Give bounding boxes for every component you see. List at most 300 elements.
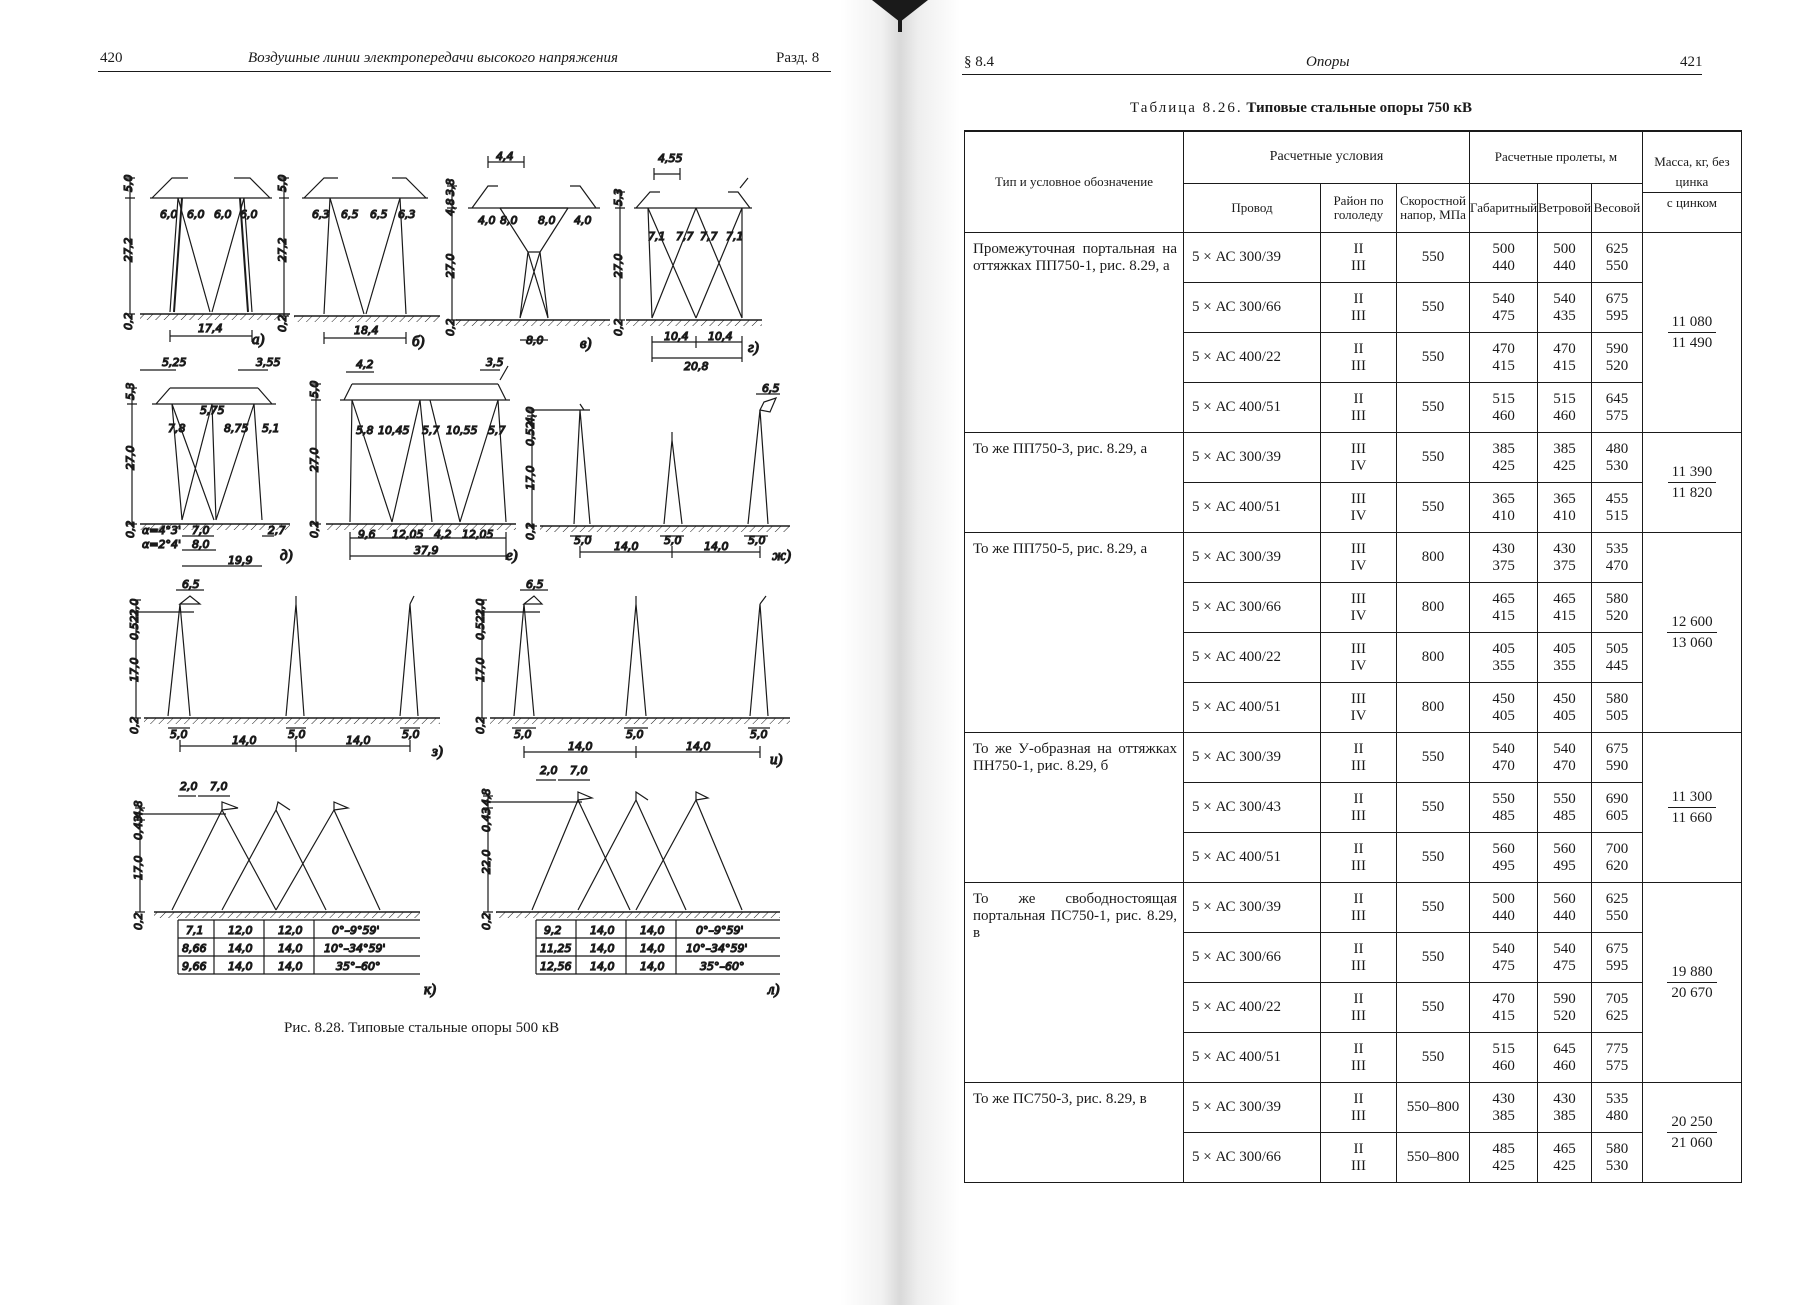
dim-label: 5,0 bbox=[626, 728, 644, 741]
dim-label: 6,0 bbox=[187, 208, 205, 221]
dim-label: 14,0 bbox=[278, 960, 303, 973]
dim-label: 6,0 bbox=[214, 208, 232, 221]
wire-cell: 5 × АС 400/22 bbox=[1184, 333, 1321, 383]
dim-label: 0,2 bbox=[308, 520, 321, 538]
speed-cell: 550 bbox=[1397, 733, 1470, 783]
dim-label: 5,0 bbox=[748, 534, 766, 547]
mass-cell: $\frac{11 080}{11 490}$ bbox=[1642, 233, 1741, 433]
table-body bbox=[965, 233, 1742, 1183]
gab-span-cell: 515 460 bbox=[1470, 1033, 1538, 1083]
dim-label: 2,0 bbox=[180, 780, 198, 793]
dim-label: 12,05 bbox=[462, 528, 494, 541]
dim-label: 7,0 bbox=[210, 780, 228, 793]
dim-label: 5,7 bbox=[488, 424, 506, 437]
wire-cell: 5 × АС 300/39 bbox=[1184, 883, 1321, 933]
speed-cell: 550 bbox=[1397, 483, 1470, 533]
wire-cell: 5 × АС 300/39 bbox=[1184, 733, 1321, 783]
header-ice: Район по гололеду bbox=[1321, 183, 1397, 233]
weight-span-cell: 675 595 bbox=[1591, 933, 1642, 983]
table-row bbox=[965, 233, 1742, 283]
dim-label: 8,0 bbox=[538, 214, 556, 227]
figure-label-a: а) bbox=[252, 332, 265, 348]
wind-span-cell: 365 410 bbox=[1538, 483, 1592, 533]
wire-cell: 5 × АС 300/39 bbox=[1184, 433, 1321, 483]
speed-cell: 550 bbox=[1397, 1033, 1470, 1083]
ice-zone-cell: II III bbox=[1321, 733, 1397, 783]
dim-label: 7,0 bbox=[570, 764, 588, 777]
dim-label: 14,0 bbox=[640, 942, 665, 955]
dim-label: 4,8 bbox=[480, 788, 493, 806]
gab-span-cell: 385 425 bbox=[1470, 433, 1538, 483]
dim-label: 35°–60° bbox=[336, 960, 381, 973]
dim-label: α=4°3' bbox=[142, 524, 181, 537]
dim-label: 7,7 bbox=[676, 230, 694, 243]
figure-label-e: е) bbox=[506, 548, 518, 564]
dim-label: 0,2 bbox=[122, 312, 135, 330]
mass-cell: $\frac{12 600}{13 060}$ bbox=[1642, 533, 1741, 733]
speed-cell: 550 bbox=[1397, 233, 1470, 283]
wire-cell: 5 × АС 300/39 bbox=[1184, 533, 1321, 583]
dim-label: 6,5 bbox=[341, 208, 359, 221]
dim-label: 17,0 bbox=[524, 465, 537, 490]
wire-cell: 5 × АС 300/66 bbox=[1184, 283, 1321, 333]
speed-cell: 550 bbox=[1397, 783, 1470, 833]
dim-label: 0,52 bbox=[128, 615, 141, 640]
speed-cell: 550 bbox=[1397, 383, 1470, 433]
wind-span-cell: 385 425 bbox=[1538, 433, 1592, 483]
dim-label: 3,55 bbox=[256, 356, 281, 369]
weight-span-cell: 625 550 bbox=[1591, 883, 1642, 933]
figure-label-k: к) bbox=[424, 982, 437, 998]
ice-zone-cell: III IV bbox=[1321, 683, 1397, 733]
right-header-rule bbox=[962, 74, 1702, 75]
dim-label: 14,0 bbox=[614, 540, 639, 553]
tower-type-cell: То же ПП750-3, рис. 8.29, а bbox=[965, 433, 1184, 533]
weight-span-cell: 675 590 bbox=[1591, 733, 1642, 783]
weight-span-cell: 580 520 bbox=[1591, 583, 1642, 633]
dim-label: 14,0 bbox=[686, 740, 711, 753]
table-row bbox=[965, 533, 1742, 583]
wind-span-cell: 590 520 bbox=[1538, 983, 1592, 1033]
dim-label: 14,0 bbox=[590, 924, 615, 937]
dim-label: 10,4 bbox=[664, 330, 689, 343]
dim-label: 14,0 bbox=[278, 942, 303, 955]
header-speed: Скоростной напор, МПа bbox=[1397, 183, 1470, 233]
dim-label: 14,0 bbox=[228, 960, 253, 973]
dim-label: 2,0 bbox=[128, 598, 141, 616]
dim-label: 5,0 bbox=[574, 534, 592, 547]
figure-label-g: г) bbox=[748, 340, 759, 356]
right-page-number: 421 bbox=[1680, 54, 1703, 70]
ice-zone-cell: II III bbox=[1321, 383, 1397, 433]
header-weight: Весовой bbox=[1591, 183, 1642, 233]
ice-zone-cell: II III bbox=[1321, 783, 1397, 833]
dim-label: 5,0 bbox=[514, 728, 532, 741]
dim-label: 0,2 bbox=[124, 520, 137, 538]
wind-span-cell: 540 435 bbox=[1538, 283, 1592, 333]
dim-label: 17,0 bbox=[132, 855, 145, 880]
dim-label: 27,0 bbox=[612, 253, 625, 278]
table-row bbox=[965, 883, 1742, 933]
dim-label: 5,0 bbox=[308, 380, 321, 398]
speed-cell: 550 bbox=[1397, 883, 1470, 933]
dim-label: 2,0 bbox=[540, 764, 558, 777]
dim-label: 27,0 bbox=[308, 447, 321, 472]
table-title bbox=[1130, 100, 1472, 117]
dim-label: 5,7 bbox=[422, 424, 440, 437]
gab-span-cell: 515 460 bbox=[1470, 383, 1538, 433]
wind-span-cell: 560 440 bbox=[1538, 883, 1592, 933]
dim-label: 0,52 bbox=[524, 421, 537, 446]
figure-label-z: з) bbox=[432, 744, 443, 760]
figure-label-l: л) bbox=[768, 982, 780, 998]
dim-label: 6,5 bbox=[370, 208, 388, 221]
dim-label: 5,1 bbox=[262, 422, 280, 435]
gab-span-cell: 470 415 bbox=[1470, 983, 1538, 1033]
dim-label: 4,8 bbox=[444, 198, 457, 216]
tower-type-cell: Промежуточная портальная на оттяжках ПП750-1, рис. 8.29, а bbox=[965, 233, 1184, 433]
wind-span-cell: 515 460 bbox=[1538, 383, 1592, 433]
gab-span-cell: 550 485 bbox=[1470, 783, 1538, 833]
speed-cell: 550 bbox=[1397, 833, 1470, 883]
wind-span-cell: 540 470 bbox=[1538, 733, 1592, 783]
dim-label: 4,0 bbox=[524, 406, 537, 424]
wind-span-cell: 465 425 bbox=[1538, 1133, 1592, 1183]
figure-label-b: б) bbox=[412, 334, 425, 350]
wire-cell: 5 × АС 400/51 bbox=[1184, 1033, 1321, 1083]
dim-label: 5,0 bbox=[664, 534, 682, 547]
figure-label-v: в) bbox=[580, 336, 592, 352]
gab-span-cell: 430 385 bbox=[1470, 1083, 1538, 1133]
dim-label: 0°–9°59' bbox=[696, 924, 744, 937]
dim-label: 5,0 bbox=[122, 174, 135, 192]
dim-label: 12,0 bbox=[278, 924, 303, 937]
dim-label: 5,75 bbox=[200, 404, 225, 417]
dim-label: 8,0 bbox=[500, 214, 518, 227]
wire-cell: 5 × АС 300/66 bbox=[1184, 933, 1321, 983]
dim-label: 4,0 bbox=[574, 214, 592, 227]
mass-cell: $\frac{20 250}{21 060}$ bbox=[1642, 1083, 1741, 1183]
gab-span-cell: 485 425 bbox=[1470, 1133, 1538, 1183]
wire-cell: 5 × АС 400/22 bbox=[1184, 983, 1321, 1033]
dim-label: 0,2 bbox=[276, 314, 289, 332]
gab-span-cell: 540 470 bbox=[1470, 733, 1538, 783]
speed-cell: 550 bbox=[1397, 983, 1470, 1033]
ice-zone-cell: II III bbox=[1321, 983, 1397, 1033]
dim-label: 27,0 bbox=[124, 445, 137, 470]
wind-span-cell: 550 485 bbox=[1538, 783, 1592, 833]
speed-cell: 550–800 bbox=[1397, 1133, 1470, 1183]
weight-span-cell: 590 520 bbox=[1591, 333, 1642, 383]
dim-label: 0,2 bbox=[524, 522, 537, 540]
dim-label: 0,2 bbox=[474, 716, 487, 734]
tower-v-drawing bbox=[447, 156, 610, 340]
dim-label: 9,6 bbox=[358, 528, 376, 541]
ice-zone-cell: II III bbox=[1321, 1083, 1397, 1133]
dim-label: 6,5 bbox=[182, 578, 200, 591]
dim-label: 14,0 bbox=[232, 734, 257, 747]
mass-cell: $\frac{19 880}{20 670}$ bbox=[1642, 883, 1741, 1083]
dim-label: 6,3 bbox=[398, 208, 416, 221]
dim-label: 6,3 bbox=[312, 208, 330, 221]
dim-label: 0,2 bbox=[480, 912, 493, 930]
weight-span-cell: 775 575 bbox=[1591, 1033, 1642, 1083]
wire-cell: 5 × АС 300/39 bbox=[1184, 1083, 1321, 1133]
dim-label: 9,66 bbox=[182, 960, 207, 973]
speed-cell: 550 bbox=[1397, 333, 1470, 383]
dim-label: 14,0 bbox=[228, 942, 253, 955]
dim-label: 10,55 bbox=[446, 424, 478, 437]
dim-label: 8,0 bbox=[526, 334, 544, 347]
gab-span-cell: 470 415 bbox=[1470, 333, 1538, 383]
dim-label: 22,0 bbox=[480, 849, 493, 874]
header-spans: Расчетные пролеты, м bbox=[1470, 131, 1643, 183]
dim-label: α=2°4' bbox=[142, 538, 181, 551]
weight-span-cell: 455 515 bbox=[1591, 483, 1642, 533]
ice-zone-cell: II III bbox=[1321, 333, 1397, 383]
tower-type-cell: То же свободностоящая портальная ПС750-1, рис. 8.29, в bbox=[965, 883, 1184, 1083]
wind-span-cell: 450 405 bbox=[1538, 683, 1592, 733]
wire-cell: 5 × АС 400/22 bbox=[1184, 633, 1321, 683]
dim-label: 4,0 bbox=[478, 214, 496, 227]
wire-cell: 5 × АС 400/51 bbox=[1184, 383, 1321, 433]
wire-cell: 5 × АС 300/39 bbox=[1184, 233, 1321, 283]
tower-b-drawing bbox=[279, 178, 440, 344]
gab-span-cell: 560 495 bbox=[1470, 833, 1538, 883]
dim-label: 18,4 bbox=[354, 324, 379, 337]
header-design: Расчетные условия bbox=[1184, 131, 1470, 183]
weight-span-cell: 535 480 bbox=[1591, 1083, 1642, 1133]
speed-cell: 800 bbox=[1397, 683, 1470, 733]
dim-label: 6,5 bbox=[762, 382, 780, 395]
dim-label: 0,2 bbox=[612, 318, 625, 336]
gab-span-cell: 430 375 bbox=[1470, 533, 1538, 583]
gab-span-cell: 465 415 bbox=[1470, 583, 1538, 633]
gab-span-cell: 540 475 bbox=[1470, 283, 1538, 333]
dim-label: 3,8 bbox=[444, 178, 457, 196]
dim-label: 8,0 bbox=[192, 538, 210, 551]
tower-a-drawing bbox=[125, 178, 290, 342]
table-number: Таблица 8.26. bbox=[1130, 100, 1243, 116]
speed-cell: 800 bbox=[1397, 533, 1470, 583]
dim-label: 10°–34°59' bbox=[324, 942, 386, 955]
dim-label: 35°–60° bbox=[700, 960, 745, 973]
figure-label-zh: ж) bbox=[772, 548, 791, 564]
dim-label: 12,56 bbox=[540, 960, 572, 973]
weight-span-cell: 580 505 bbox=[1591, 683, 1642, 733]
speed-cell: 550 bbox=[1397, 433, 1470, 483]
towers-table bbox=[964, 130, 1742, 1183]
dim-label: 5,25 bbox=[162, 356, 187, 369]
ice-zone-cell: II III bbox=[1321, 833, 1397, 883]
weight-span-cell: 480 530 bbox=[1591, 433, 1642, 483]
wind-span-cell: 465 415 bbox=[1538, 583, 1592, 633]
gab-span-cell: 450 405 bbox=[1470, 683, 1538, 733]
dim-label: 8,75 bbox=[224, 422, 249, 435]
weight-span-cell: 625 550 bbox=[1591, 233, 1642, 283]
dim-label: 27,2 bbox=[276, 237, 289, 262]
dim-label: 7,8 bbox=[168, 422, 186, 435]
dim-label: 10,4 bbox=[708, 330, 733, 343]
speed-cell: 800 bbox=[1397, 583, 1470, 633]
wind-span-cell: 500 440 bbox=[1538, 233, 1592, 283]
dim-label: 14,0 bbox=[590, 942, 615, 955]
ice-zone-cell: II III bbox=[1321, 1033, 1397, 1083]
gab-span-cell: 540 475 bbox=[1470, 933, 1538, 983]
speed-cell: 550 bbox=[1397, 283, 1470, 333]
dim-label: 10,45 bbox=[378, 424, 410, 437]
wind-span-cell: 540 475 bbox=[1538, 933, 1592, 983]
wind-span-cell: 405 355 bbox=[1538, 633, 1592, 683]
gab-span-cell: 500 440 bbox=[1470, 233, 1538, 283]
dim-label: 17,0 bbox=[128, 657, 141, 682]
wire-cell: 5 × АС 300/66 bbox=[1184, 583, 1321, 633]
table-row bbox=[965, 433, 1742, 483]
ice-zone-cell: II III bbox=[1321, 883, 1397, 933]
tower-type-cell: То же ПП750-5, рис. 8.29, а bbox=[965, 533, 1184, 733]
dim-label: 8,66 bbox=[182, 942, 207, 955]
mass-cell: $\frac{11 390}{11 820}$ bbox=[1642, 433, 1741, 533]
dim-label: 5,0 bbox=[170, 728, 188, 741]
ice-zone-cell: III IV bbox=[1321, 433, 1397, 483]
ice-zone-cell: III IV bbox=[1321, 583, 1397, 633]
header-wind: Ветровой bbox=[1538, 183, 1592, 233]
wire-cell: 5 × АС 300/66 bbox=[1184, 1133, 1321, 1183]
table-title-text: Типовые стальные опоры 750 кВ bbox=[1246, 100, 1472, 116]
dim-label: 2,0 bbox=[474, 598, 487, 616]
dim-label: 14,0 bbox=[568, 740, 593, 753]
dim-label: 6,0 bbox=[240, 208, 258, 221]
dim-label: 11,25 bbox=[540, 942, 572, 955]
dim-label: 6,0 bbox=[160, 208, 178, 221]
right-running-title: Опоры bbox=[1306, 54, 1350, 70]
gab-span-cell: 500 440 bbox=[1470, 883, 1538, 933]
dim-label: 17,4 bbox=[198, 322, 223, 335]
weight-span-cell: 535 470 bbox=[1591, 533, 1642, 583]
dim-label: 14,0 bbox=[640, 960, 665, 973]
weight-span-cell: 675 595 bbox=[1591, 283, 1642, 333]
left-page-number: 420 bbox=[100, 50, 123, 66]
dim-label: 5,0 bbox=[276, 174, 289, 192]
wind-span-cell: 470 415 bbox=[1538, 333, 1592, 383]
dim-label: 5,0 bbox=[750, 728, 768, 741]
dim-label: 0,2 bbox=[128, 716, 141, 734]
figure-caption: Рис. 8.28. Типовые стальные опоры 500 кВ bbox=[284, 1020, 560, 1036]
right-section: § 8.4 bbox=[964, 54, 994, 70]
ice-zone-cell: II III bbox=[1321, 283, 1397, 333]
dim-label: 14,0 bbox=[346, 734, 371, 747]
header-gab: Габаритный bbox=[1470, 183, 1538, 233]
wire-cell: 5 × АС 400/51 bbox=[1184, 833, 1321, 883]
dim-label: 7,1 bbox=[726, 230, 744, 243]
mass-cell: $\frac{11 300}{11 660}$ bbox=[1642, 733, 1741, 883]
ice-zone-cell: II III bbox=[1321, 1133, 1397, 1183]
dim-label: 27,0 bbox=[444, 253, 457, 278]
weight-span-cell: 705 625 bbox=[1591, 983, 1642, 1033]
gab-span-cell: 365 410 bbox=[1470, 483, 1538, 533]
weight-span-cell: 505 445 bbox=[1591, 633, 1642, 683]
ice-zone-cell: III IV bbox=[1321, 633, 1397, 683]
dim-label: 7,7 bbox=[700, 230, 718, 243]
header-type: Тип и условное обозначение bbox=[965, 131, 1184, 233]
speed-cell: 800 bbox=[1397, 633, 1470, 683]
left-section: Разд. 8 bbox=[776, 50, 820, 66]
dim-label: 37,9 bbox=[414, 544, 439, 557]
wire-cell: 5 × АС 400/51 bbox=[1184, 483, 1321, 533]
table-row bbox=[965, 733, 1742, 783]
figure-8-28 bbox=[0, 0, 840, 1040]
weight-span-cell: 645 575 bbox=[1591, 383, 1642, 433]
dim-label: 9,2 bbox=[544, 924, 562, 937]
ice-zone-cell: III IV bbox=[1321, 483, 1397, 533]
dim-label: 14,0 bbox=[704, 540, 729, 553]
weight-span-cell: 580 530 bbox=[1591, 1133, 1642, 1183]
dim-label: 14,0 bbox=[590, 960, 615, 973]
ice-zone-cell: III IV bbox=[1321, 533, 1397, 583]
dim-label: 0,2 bbox=[444, 318, 457, 336]
dim-label: 0,52 bbox=[474, 615, 487, 640]
dim-label: 4,8 bbox=[132, 800, 145, 818]
dim-label: 5,8 bbox=[356, 424, 374, 437]
gab-span-cell: 405 355 bbox=[1470, 633, 1538, 683]
dim-label: 0°–9°59' bbox=[332, 924, 380, 937]
tower-g-drawing bbox=[615, 168, 762, 362]
tower-type-cell: То же ПС750-3, рис. 8.29, в bbox=[965, 1083, 1184, 1183]
dim-label: 5,0 bbox=[402, 728, 420, 741]
dim-label: 0,43 bbox=[132, 815, 145, 840]
speed-cell: 550–800 bbox=[1397, 1083, 1470, 1133]
dim-label: 7,1 bbox=[186, 924, 204, 937]
dim-label: 12,0 bbox=[228, 924, 253, 937]
wind-span-cell: 560 495 bbox=[1538, 833, 1592, 883]
wind-span-cell: 645 460 bbox=[1538, 1033, 1592, 1083]
dim-label: 5,3 bbox=[612, 188, 625, 206]
weight-span-cell: 700 620 bbox=[1591, 833, 1642, 883]
wire-cell: 5 × АС 400/51 bbox=[1184, 683, 1321, 733]
dim-label: 0,2 bbox=[132, 912, 145, 930]
dim-label: 3,5 bbox=[486, 356, 504, 369]
figure-label-i: и) bbox=[770, 752, 783, 768]
dim-label: 19,9 bbox=[228, 554, 253, 567]
dim-label: 4,4 bbox=[496, 150, 514, 163]
dim-label: 2,7 bbox=[268, 524, 286, 537]
table-row bbox=[965, 1083, 1742, 1133]
weight-span-cell: 690 605 bbox=[1591, 783, 1642, 833]
dim-label: 5,3 bbox=[124, 382, 137, 400]
dim-label: 4,2 bbox=[434, 528, 452, 541]
tower-type-cell: То же У-образная на оттяжках ПН750-1, рис. 8.29, б bbox=[965, 733, 1184, 883]
dim-label: 10°–34°59' bbox=[686, 942, 748, 955]
wind-span-cell: 430 385 bbox=[1538, 1083, 1592, 1133]
figure-label-d: д) bbox=[280, 548, 293, 564]
left-running-title: Воздушные линии электропередачи высокого напряжения bbox=[248, 50, 618, 66]
ice-zone-cell: II III bbox=[1321, 233, 1397, 283]
header-mass: $\frac{\text{Масса, кг, без цинка}}{\text{с цинком}}$ bbox=[1642, 131, 1741, 233]
dim-label: 0,43 bbox=[480, 807, 493, 832]
dim-label: 17,0 bbox=[474, 657, 487, 682]
wire-cell: 5 × АС 300/43 bbox=[1184, 783, 1321, 833]
dim-label: 6,5 bbox=[526, 578, 544, 591]
dim-label: 12,05 bbox=[392, 528, 424, 541]
dim-label: 5,0 bbox=[288, 728, 306, 741]
dim-label: 20,8 bbox=[684, 360, 709, 373]
dim-label: 4,2 bbox=[356, 358, 374, 371]
book-gutter bbox=[840, 0, 960, 1305]
dim-label: 27,2 bbox=[122, 237, 135, 262]
dim-label: 14,0 bbox=[640, 924, 665, 937]
header-wire: Провод bbox=[1184, 183, 1321, 233]
speed-cell: 550 bbox=[1397, 933, 1470, 983]
